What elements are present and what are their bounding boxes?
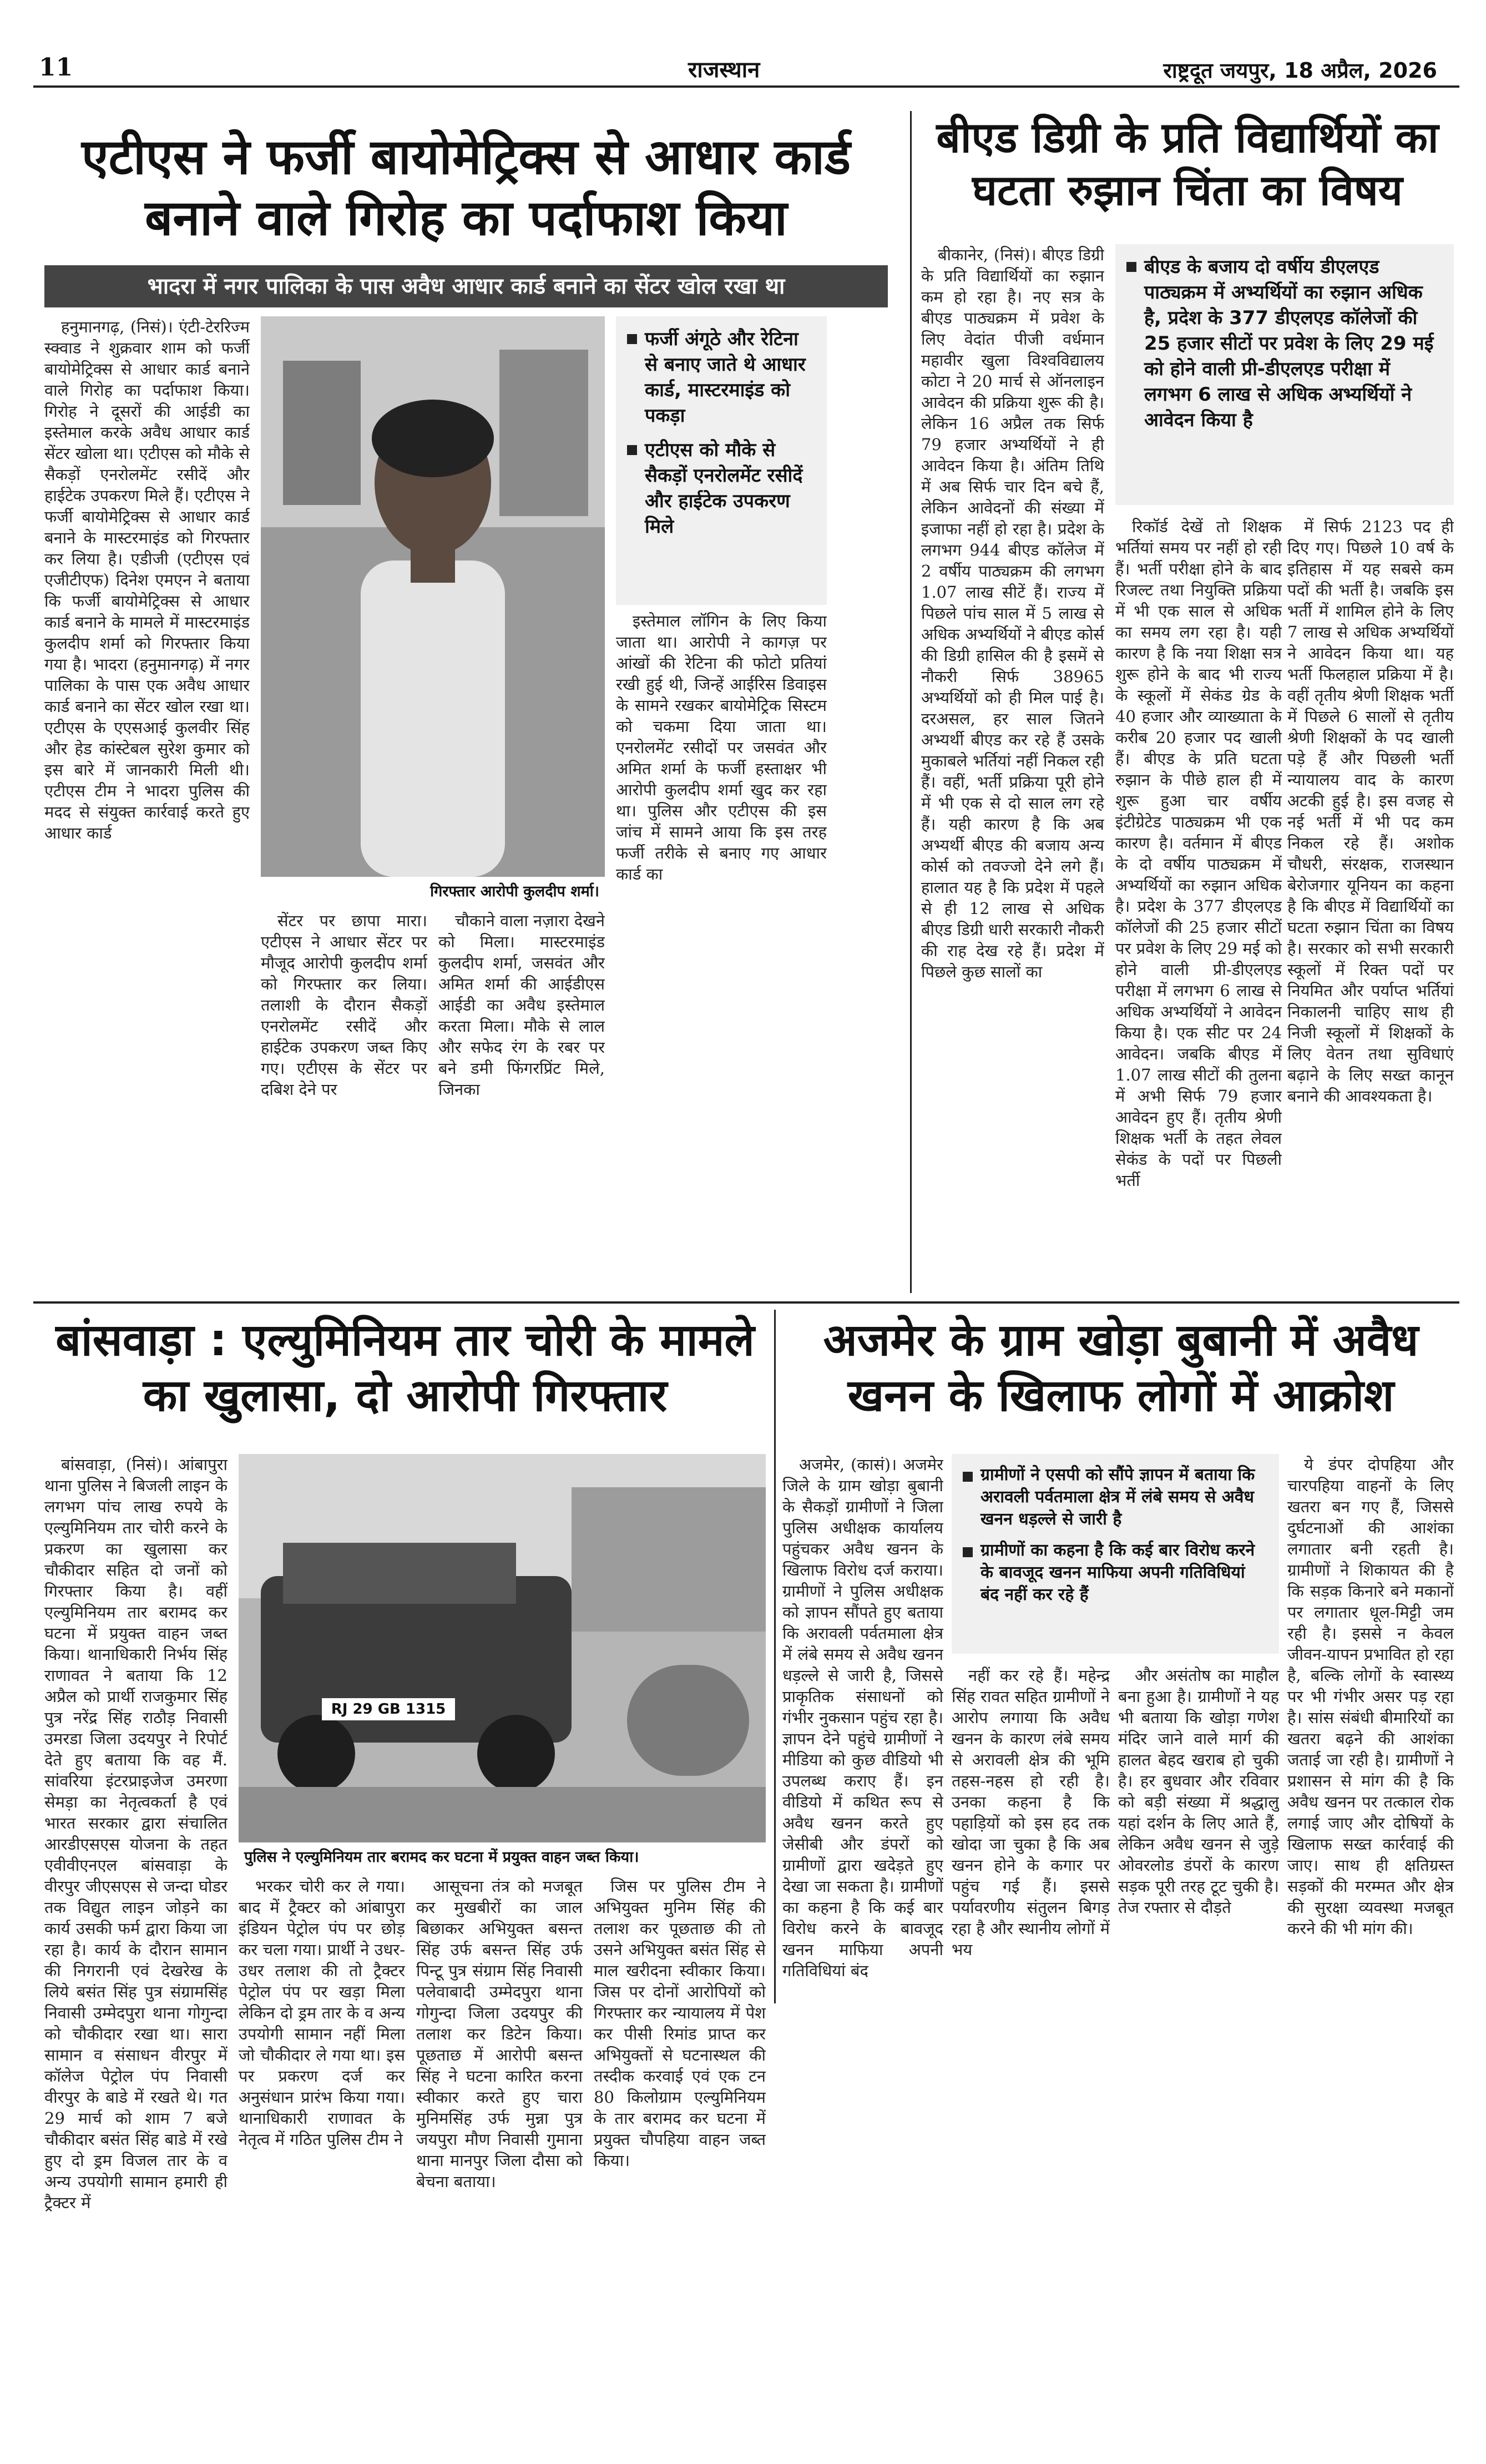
seized-vehicle-photo	[239, 1454, 766, 1842]
aadhaar-highlight-2: एटीएस को मौके से सैकड़ों एनरोलमेंट रसीदें और हाईटेक उपकरण मिले	[645, 439, 803, 538]
divider-h-1	[33, 1301, 1459, 1304]
khanan-col-3: और असंतोष का माहौल बना हुआ है। ग्रामीणों ने यह भी बताया कि खोड़ा गणेश मंदिर जाने वाले मार्ग की हालत बेहद खराब हो चुकी है। हर बुधवार और रविवार को बड़ी संख्या में श्रद्धालु यहां दर्शन के लिए आते हैं, लेकिन अवैध खनन से जुड़े ओवरलोड डंपरों के कारण सड़क पूरी तरह टूट चुकी है। तेज रफ्तार से दौड़ते	[1118, 1666, 1279, 1917]
bed-col-2: रिकॉर्ड देखें तो शिक्षक भर्तियां समय पर नहीं हो रही हैं। भर्ती परीक्षा होने के बाद रिजल्ट तथा नियुक्ति प्रक्रिया में भी एक साल से अधिक का समय लग रहा है। यही कारण है कि नया शिक्षा सत्र शुरू होने के बाद भी राज्य के स्कूलों में सेकंड ग्रेड के 40 हजार और व्याख्याता के करीब 20 हजार पद खाली हैं। बीएड के प्रति घटता रुझान के पीछे हाल ही में शुरू हुआ चार वर्षीय इंटीग्रेटेड पाठ्यक्रम भी एक कारण है। वर्तमान में बीएड के दो वर्षीय पाठ्यक्रम में अभ्यर्थियों का रुझान अधिक है। प्रदेश के 377 डीएलएड कॉलेजों की 25 हजार सीटों पर प्रवेश के लिए 29 मई को होने वाली प्री-डीएलएड परीक्षा में लगभग 6 लाख से अधिक अभ्यर्थियों ने आवेदन किया है। एक सीट पर 24 आवेदन। जबकि बीएड में 1.07 लाख सीटों की तुलना में अभी सिर्फ 79 हजार आवेदन हुए हैं। तृतीय श्रेणी शिक्षक भर्ती के तहत लेवल सेकंड के पदों पर पिछली भर्ती	[1115, 517, 1282, 1190]
aadhaar-headline: एटीएस ने फर्जी बायोमेट्रिक्स से आधार कार्ड बनाने वाले गिरोह का पर्दाफाश किया	[82, 128, 851, 246]
aadhaar-highlights	[616, 316, 827, 605]
khanan-highlight-2: ग्रामीणों का कहना है कि कई बार विरोध करने के बावजूद खनन माफिया अपनी गतिविधियां बंद नहीं कर रहे हैं	[980, 1541, 1255, 1604]
aadhaar-highlight-1: फर्जी अंगूठे और रेटिना से बनाए जाते थे आधार कार्ड, मास्टरमाइंड को पकड़ा	[645, 328, 806, 427]
vehicle-plate: RJ 29 GB 1315	[322, 1698, 455, 1720]
bed-highlight-text: बीएड के बजाय दो वर्षीय डीएलएड पाठ्यक्रम में अभ्यर्थियों का रुझान अधिक है, प्रदेश के 377 डीएलएड कॉलेजों की 25 हजार सीटों पर प्रवेश के लिए 29 मई को होने वाली प्री-डीएलएड परीक्षा में लगभग 6 लाख से अधिक अभ्यर्थियों ने आवेदन किया है	[1144, 256, 1434, 431]
banswara-headline: बांसवाड़ा : एल्युमिनियम तार चोरी के मामले का खुलासा, दो आरोपी गिरफ्तार	[55, 1314, 755, 1421]
bed-headline: बीएड डिग्री के प्रति विद्यार्थियों का घटता रुझान चिंता का विषय	[936, 113, 1439, 215]
aadhaar-col-2: सेंटर पर छापा मारा। एटीएस ने आधार सेंटर पर मौजूद आरोपी कुलदीप शर्मा को गिरफ्तार कर लिया। तलाशी के दौरान सैकड़ों एनरोलमेंट रसीदें और हाईटेक उपकरण जब्त किए गए। एटीएस के सेंटर पर दबिश देने पर	[261, 911, 427, 1099]
khanan-col-2: नहीं कर रहे हैं। महेन्द्र सिंह रावत सहित ग्रामीणों ने आरोप लगाया कि अवैध खनन के कारण लंबे समय से अरावली क्षेत्र की भूमि तहस-नहस हो रही है। उनका कहना है कि पहाड़ियों को इस हद तक खोदा जा चुका है कि अब खनन होने के कगार पर पहुंच गई हैं। इससे पर्यावरणीय संतुलन बिगड़ रहा है और स्थानीय लोगों में भय	[952, 1666, 1110, 1959]
khanan-highlight-1: ग्रामीणों ने एसपी को सौंपे ज्ञापन में बताया कि अरावली पर्वतमाला क्षेत्र में लंबे समय से अवैध खनन धड़ल्ले से जारी है	[980, 1465, 1255, 1529]
khanan-highlights	[952, 1454, 1279, 1654]
dateline: राष्ट्रदूत जयपुर, 18 अप्रैल, 2026	[1163, 58, 1437, 83]
aadhaar-col-3: चौकाने वाला नज़ारा देखने को मिला। मास्टरमाइंड कुलदीप शर्मा, जसवंत और अमित शर्मा की आईडीएस आईडी का अवैध इस्तेमाल करता मिला। मौके से लाल और सफेद रंग के रबर पर बने डमी फिंगरप्रिंट मिले, जिनका	[438, 911, 605, 1099]
banswara-col-1: बांसवाड़ा, (निसं)। आंबापुरा थाना पुलिस ने बिजली लाइन के लगभग पांच लाख रुपये के एल्युमिनियम तार चोरी करने के प्रकरण का खुलासा कर चौकीदार सहित दो जनों को गिरफ्तार किया है। वहीं एल्युमिनियम तार बरामद कर घटना में प्रयुक्त वाहन जब्त किया। थानाधिकारी निर्भय सिंह राणावत ने बताया कि 12 अप्रैल को प्रार्थी राजकुमार सिंह पुत्र नरेंद्र सिंह राठौड़ निवासी उमरडा जिला उदयपुर ने रिपोर्ट देते हुए बताया कि वह मैं. सांवरिया इंटरप्राइजेज उमरणा सेमड़ा का नेतृत्वकर्ता है एवं भारत सरकार द्वारा संचालित आरडीएसएस योजना के तहत एवीवीएनएल बांसवाड़ा के वीरपुर जीएसएस से जन्दा घोडर तक विद्युत लाइन जोड़ने का कार्य उसकी फर्म द्वारा किया जा रहा है। कार्य के दौरान सामान की निगरानी एवं देखरेख के लिये बसंत सिंह पुत्र संग्रामसिंह निवासी उम्मेदपुरा थाना गोगुन्दा को चौकीदार रखा था। सारा सामान व संसाधन वीरपुर में कॉलेज पेट्रोल पंप निवासी वीरपुर के बाडे में रखते थे। गत 29 मार्च को शाम 7 बजे चौकीदार बसंत सिंह बाडे में रखे हुए दो ड्रम विजल तार के व अन्य उपयोगी सामान हमारी ही ट्रैक्टर में	[44, 1455, 228, 2212]
page-number: 11	[39, 53, 73, 82]
aadhaar-col-4: इस्तेमाल लॉगिन के लिए किया जाता था। आरोपी ने कागज़ पर आंखों की रेटिना की फोटो प्रतियां रखी हुई थी, जिन्हें आईरिस डिवाइस के सामने रखकर बायोमेट्रिक सिस्टम को चकमा दिया जाता था। एनरोलमेंट रसीदों पर जसवंत और अमित शर्मा के फर्जी हस्ताक्षर भी आरोपी कुलदीप शर्मा खुद कर रहा था। पुलिस और एटीएस की इस जांच में सामने आया कि इस तरह फर्जी तरीके से बनाए गए आधार कार्ड का	[616, 612, 827, 883]
divider-v-top	[910, 111, 912, 1293]
banswara-photo	[239, 1454, 766, 1842]
aadhaar-photo	[261, 316, 605, 877]
section-name: राजस्थान	[688, 57, 760, 83]
aadhaar-col-1: हनुमानगढ़, (निसं)। एंटी-टेररिज्म स्क्वाड ने शुक्रवार शाम को फर्जी बायोमेट्रिक्स से आधार कार्ड बनाने वाले गिरोह का पर्दाफाश किया। गिरोह ने दूसरों की आईडी का इस्तेमाल करके अवैध आधार कार्ड सेंटर खोला था। एटीएस को मौके से सैकड़ों एनरोलमेंट रसीदें और हाईटेक उपकरण मिले हैं। एटीएस ने फर्जी बायोमेट्रिक्स से आधार कार्ड बनाने के मास्टरमाइंड को गिरफ्तार कर लिया है। एडीजी (एटीएस एवं एजीटीएफ) दिनेश एमएन ने बताया कि फर्जी बायोमेट्रिक्स से आधार कार्ड बनाने के मामले में मास्टरमाइंड कुलदीप शर्मा को गिरफ्तार किया गया है। भादरा (हनुमानगढ़) में नगर पालिका के पास एक अवैध आधार कार्ड बनाने का सेंटर खोल रखा था। एटीएस के एएसआई कुलवीर सिंह और हेड कांस्टेबल सुरेश कुमार को इस बारे में जानकारी मिली थी। एटीएस टीम ने भादरा पुलिस की मदद से संयुक्त कार्रवाई करते हुए आधार कार्ड	[44, 317, 250, 842]
divider-v-mid	[774, 1310, 776, 2003]
aadhaar-subhead: भादरा में नगर पालिका के पास अवैध आधार कार्ड बनाने का सेंटर खोल रखा था	[44, 265, 888, 307]
banswara-caption: पुलिस ने एल्युमिनियम तार बरामद कर घटना में प्रयुक्त वाहन जब्त किया।	[239, 1845, 766, 1869]
bed-col-1: बीकानेर, (निसं)। बीएड डिग्री के प्रति विद्यार्थियों का रुझान कम हो रहा है। नए सत्र के बीएड पाठ्यक्रम में प्रवेश के लिए वेदांत पीजी वर्धमान महावीर खुला विश्वविद्यालय कोटा ने 20 मार्च से ऑनलाइन आवेदन की प्रक्रिया शुरू की है। लेकिन 16 अप्रैल तक सिर्फ 79 हजार अभ्यर्थियों ने ही आवेदन किया है। अंतिम तिथि में अब सिर्फ चार दिन बचे हैं, लेकिन आवेदनों की संख्या में इजाफा नहीं हो रहा है। प्रदेश के लगभग 944 बीएड कॉलेज में 2 वर्षीय पाठ्यक्रम की लगभग 1.07 लाख सीटें हैं। राज्य में पिछले पांच साल में 5 लाख से अधिक अभ्यर्थियों ने बीएड कोर्स की डिग्री हासिल की है इसमें से नौकरी सिर्फ 38965 अभ्यर्थियों को ही मिल पाई है। दरअसल, हर साल जितने अभ्यर्थी बीएड कर रहे हैं उसके मुकाबले भर्तियां नहीं निकल रही हैं। वहीं, भर्ती प्रक्रिया पूरी होने में भी एक से दो साल लग रहे हैं। यही कारण है कि अब अभ्यर्थी बीएड की बजाय अन्य कोर्स को तवज्जो देने लगे हैं। हालात यह है कि प्रदेश में पहले से ही 12 लाख से अधिक बीएड डिग्री धारी सरकारी नौकरी की राह देख रहे हैं। प्रदेश में पिछले कुछ सालों का	[921, 245, 1104, 981]
bed-highlight	[1115, 244, 1454, 505]
banswara-col-4: जिस पर पुलिस टीम ने अभियुक्त मुनिम सिंह की तलाश कर पूछताछ की तो उसने अभियुक्त बसंत सिंह से माल खरीदना स्वीकार किया। जिस पर दोनों आरोपियों को गिरफ्तार कर न्यायालय में पेश कर पीसी रिमांड प्राप्त कर अभियुक्तों से घटनास्थल की तस्दीक करवाई एवं एक टन 80 किलोग्राम एल्युमिनियम के तार बरामद कर घटना में प्रयुक्त चौपहिया वाहन जब्त किया।	[594, 1877, 766, 2170]
page-header	[33, 49, 1459, 88]
aadhaar-col-5-real	[832, 316, 904, 1293]
banswara-col-3: आसूचना तंत्र को मजबूत कर मुखबीरों का जाल बिछाकर अभियुक्त बसन्त सिंह उर्फ बसन्त सिंह उर्फ पिन्टू पुत्र संग्राम सिंह निवासी पलेवाबादी उम्मेदपुरा थाना गोगुन्दा जिला उदयपुर की तलाश कर डिटेन किया। पूछताछ में आरोपी बसन्त सिंह ने घटना कारित करना स्वीकार करते हुए चारा मुनिमसिंह उर्फ मुन्ना पुत्र जयपुरा मौण निवासी गुमाना थाना मानपुर जिला दौसा को बेचना बताया।	[416, 1877, 583, 2191]
khanan-headline: अजमेर के ग्राम खोड़ा बुबानी में अवैध खनन के खिलाफ लोगों में आक्रोश	[823, 1314, 1419, 1421]
bed-col-3: में सिर्फ 2123 पद ही दिए गए। पिछले 10 वर्ष के इतिहास में यह सबसे कम पदों की भर्ती है। जबकि इस भर्ती में शामिल होने के लिए 7 लाख से अधिक अभ्यर्थियों ने आवेदन किया था। यह भर्ती फिलहाल प्रक्रिया में है। वहीं तृतीय श्रेणी शिक्षक भर्ती में पिछले 6 सालों से तृतीय श्रेणी शिक्षकों के पद खाली पड़े हैं और पिछली भर्ती न्यायालय वाद के कारण अटकी हुई है। इस वजह से नई भर्ती में भी पद कम निकल रहे हैं। अशोक चौधरी, संरक्षक, राजस्थान बेरोजगार यूनियन का कहना है कि बीएड में विद्यार्थियों का घटता रुझान चिंता का विषय है। सरकार को सभी सरकारी स्कूलों में रिक्त पदों पर नियमित और पर्याप्त भर्तियां निकालनी चाहिए साथ ही निजी स्कूलों में शिक्षकों के लिए वेतन तथा सुविधाएं बढ़ाने के लिए सख्त कानून बनाने की आवश्यकता है।	[1287, 517, 1454, 1105]
khanan-col-4: ये डंपर दोपहिया और चारपहिया वाहनों के लिए खतरा बन गए हैं, जिससे दुर्घटनाओं की आशंका लगातार बनी रहती है। ग्रामीणों ने शिकायत की है कि सड़क किनारे बने मकानों पर लगातार धूल-मिट्टी जम रही है। इससे न केवल जीवन-यापन प्रभावित हो रहा है, बल्कि लोगों के स्वास्थ्य पर भी गंभीर असर पड़ रहा है। सांस संबंधी बीमारियों का खतरा बढ़ने की आशंका जताई जा रही है। ग्रामीणों ने प्रशासन से मांग की है कि अवैध खनन पर तत्काल रोक लगाई जाए और दोषियों के खिलाफ सख्त कार्रवाई की जाए। साथ ही क्षतिग्रस्त सड़कों की मरम्मत और क्षेत्र की सुरक्षा व्यवस्था मजबूत करने की भी मांग की।	[1287, 1455, 1454, 1938]
banswara-col-2: भरकर चोरी कर ले गया। बाद में ट्रैक्टर को आंबापुरा इंडियन पेट्रोल पंप पर छोड़ कर चला गया। प्रार्थी ने उधर-उधर तलाश की तो ट्रैक्टर पेट्रोल पंप पर खड़ा मिला लेकिन दो ड्रम तार के व अन्य उपयोगी सामान नहीं मिला जो चौकीदार ले गया था। इस पर प्रकरण दर्ज कर अनुसंधान प्रारंभ किया गया। थानाधिकारी राणावत के नेतृत्व में गठित पुलिस टीम ने	[239, 1877, 405, 2149]
aadhaar-caption: गिरफ्तार आरोपी कुलदीप शर्मा।	[311, 880, 605, 902]
arrested-man-photo	[261, 316, 605, 877]
khanan-col-1: अजमेर, (कासं)। अजमेर जिले के ग्राम खोड़ा बुबानी के सैकड़ों ग्रामीणों ने जिला पुलिस अधीक्षक कार्यालय पहुंचकर अवैध खनन के खिलाफ विरोध दर्ज कराया। ग्रामीणों ने पुलिस अधीक्षक को ज्ञापन सौंपते हुए बताया कि अरावली पर्वतमाला क्षेत्र में लंबे समय से अवैध खनन धड़ल्ले से जारी है, जिससे प्राकृतिक संसाधनों को गंभीर नुकसान पहुंच रहा है। ज्ञापन देने पहुंचे ग्रामीणों ने मीडिया को कुछ वीडियो भी उपलब्ध कराए हैं। इन वीडियो में कथित रूप से अवैध खनन करते हुए जेसीबी और डंपरों को ग्रामीणों द्वारा खदेड़ते हुए देखा जा सकता है। ग्रामीणों का कहना है कि कई बार विरोध करने के बावजूद खनन माफिया अपनी गतिविधियां बंद	[782, 1455, 943, 1980]
